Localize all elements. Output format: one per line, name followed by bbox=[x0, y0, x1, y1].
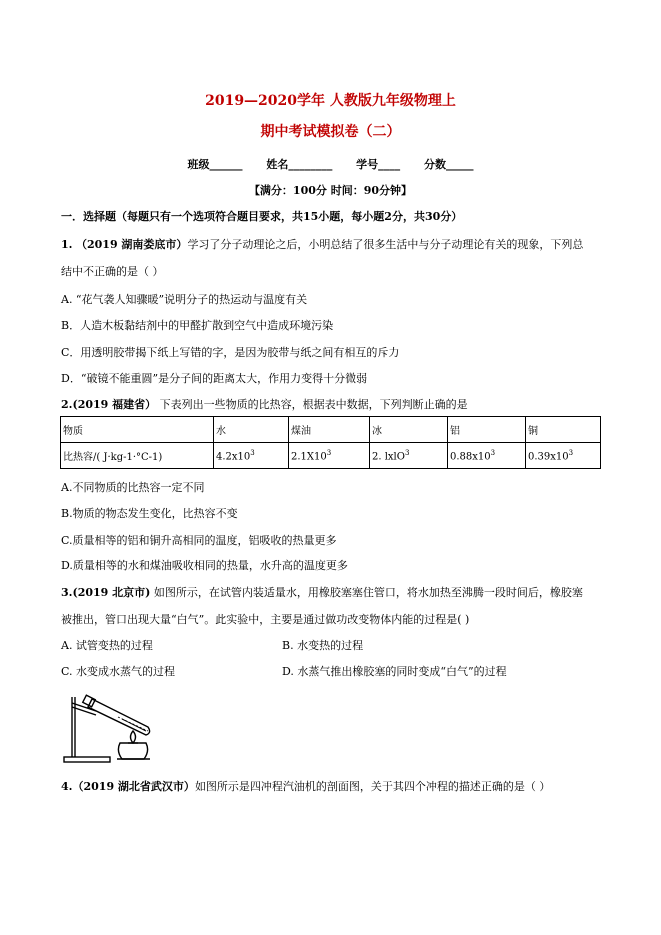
score-field: 分数_____ bbox=[424, 158, 474, 171]
section-heading: 一．选择题（每题只有一个选项符合题目要求，共15小题，每小题2分，共30分） bbox=[61, 210, 463, 223]
exam-meta: 【满分：100分 时间：90分钟】 bbox=[248, 184, 413, 197]
question-4-text: 如图所示是四冲程汽油机的剖面图，关于其四个冲程的描述正确的是（ ） bbox=[194, 780, 551, 793]
exam-title-line2: 期中考试模拟卷（二） bbox=[260, 124, 401, 140]
table-header-cell: 铝 bbox=[448, 417, 526, 443]
question-3-line2: 被推出，管口出现大量“白气”。此实验中，主要是通过做功改变物体内能的过程是( ) bbox=[61, 613, 470, 626]
table-cell: $0.88x10^3$ bbox=[448, 443, 526, 469]
question-3-source: (2019 北京市) bbox=[72, 586, 151, 599]
table-header-cell: 物质 bbox=[61, 417, 214, 443]
student-info-line bbox=[0, 156, 661, 172]
question-1-option-c: C．用透明胶带揭下纸上写错的字，是因为胶带与纸之间有相互的斥力 bbox=[61, 346, 400, 359]
table-header-cell: 冰 bbox=[370, 417, 448, 443]
question-3-line1 bbox=[61, 584, 583, 600]
number-field: 学号____ bbox=[356, 158, 401, 171]
table-header-cell: 铜 bbox=[526, 417, 601, 443]
question-2-option-a: A.不同物质的比热容一定不同 bbox=[61, 481, 205, 494]
question-2-text: 下表列出一些物质的比热容，根据表中数据，下列判断止确的是 bbox=[159, 398, 468, 411]
question-1-option-a: A. “花气袭人知骤暖”说明分子的热运动与温度有关 bbox=[61, 293, 308, 306]
question-2-option-d: D.质量相等的水和煤油吸收相同的热量，水升高的温度更多 bbox=[61, 559, 348, 572]
table-header-cell: 煤油 bbox=[289, 417, 370, 443]
table-cell: 2. lxlO$^3$ bbox=[370, 443, 448, 469]
question-4-line bbox=[61, 778, 550, 794]
exam-title-line1: 2019—2020学年 人教版九年级物理上 bbox=[205, 93, 456, 109]
question-1-option-d: D．“破镜不能重圆”是分子间的距离太大，作用力变得十分微弱 bbox=[61, 372, 368, 385]
question-1-line2: 结中不正确的是（ ） bbox=[61, 265, 164, 278]
class-field: 班级______ bbox=[187, 158, 243, 171]
question-3-number: 3. bbox=[61, 586, 73, 599]
question-1-text: 学习了分子动理论之后，小明总结了很多生活中与分子动理论有关的现象，下列总 bbox=[187, 238, 584, 251]
question-1-option-b: B．人造木板黏结剂中的甲醛扩散到空气中造成环境污染 bbox=[61, 319, 334, 332]
table-cell: $4.2x10^3$ bbox=[214, 443, 289, 469]
question-2-number: 2. bbox=[61, 398, 73, 411]
question-1-source: （2019 湖南娄底市） bbox=[75, 238, 188, 251]
question-4-number: 4. bbox=[61, 780, 73, 793]
question-3-option-c: C. 水变成水蒸气的过程 bbox=[61, 665, 176, 678]
question-2-option-b: B.物质的物态发生变化，比热容不变 bbox=[61, 507, 238, 520]
question-1-number: 1. bbox=[61, 238, 73, 251]
question-3-option-b: B. 水变热的过程 bbox=[282, 639, 364, 652]
test-tube-apparatus-figure bbox=[62, 693, 154, 765]
question-2-option-c: C.质量相等的铝和铜升高相同的温度，铝吸收的热量更多 bbox=[61, 534, 337, 547]
question-2-line bbox=[61, 396, 468, 412]
table-header-cell: 水 bbox=[214, 417, 289, 443]
question-3-option-d: D. 水蒸气推出橡胶塞的同时变成“白气”的过程 bbox=[282, 665, 507, 678]
table-cell: $0.39x10^3$ bbox=[526, 443, 601, 469]
question-3-option-a: A. 试管变热的过程 bbox=[61, 639, 153, 652]
table-row-label: 比热容/( J·kg-1·°C-1) bbox=[61, 443, 214, 469]
table-header-row bbox=[61, 417, 601, 443]
specific-heat-table bbox=[60, 416, 601, 469]
question-4-source: （2019 湖北省武汉市） bbox=[72, 780, 195, 793]
table-cell: $2.1X10^3$ bbox=[289, 443, 370, 469]
question-1-line1 bbox=[61, 236, 583, 252]
question-3-text: 如图所示，在试管内装适量水，用橡胶塞塞住管口，将水加热至沸腾一段时间后，橡胶塞 bbox=[153, 586, 583, 599]
table-row bbox=[61, 443, 601, 469]
name-field: 姓名________ bbox=[266, 158, 333, 171]
question-2-source: (2019 福建省） bbox=[72, 398, 157, 411]
